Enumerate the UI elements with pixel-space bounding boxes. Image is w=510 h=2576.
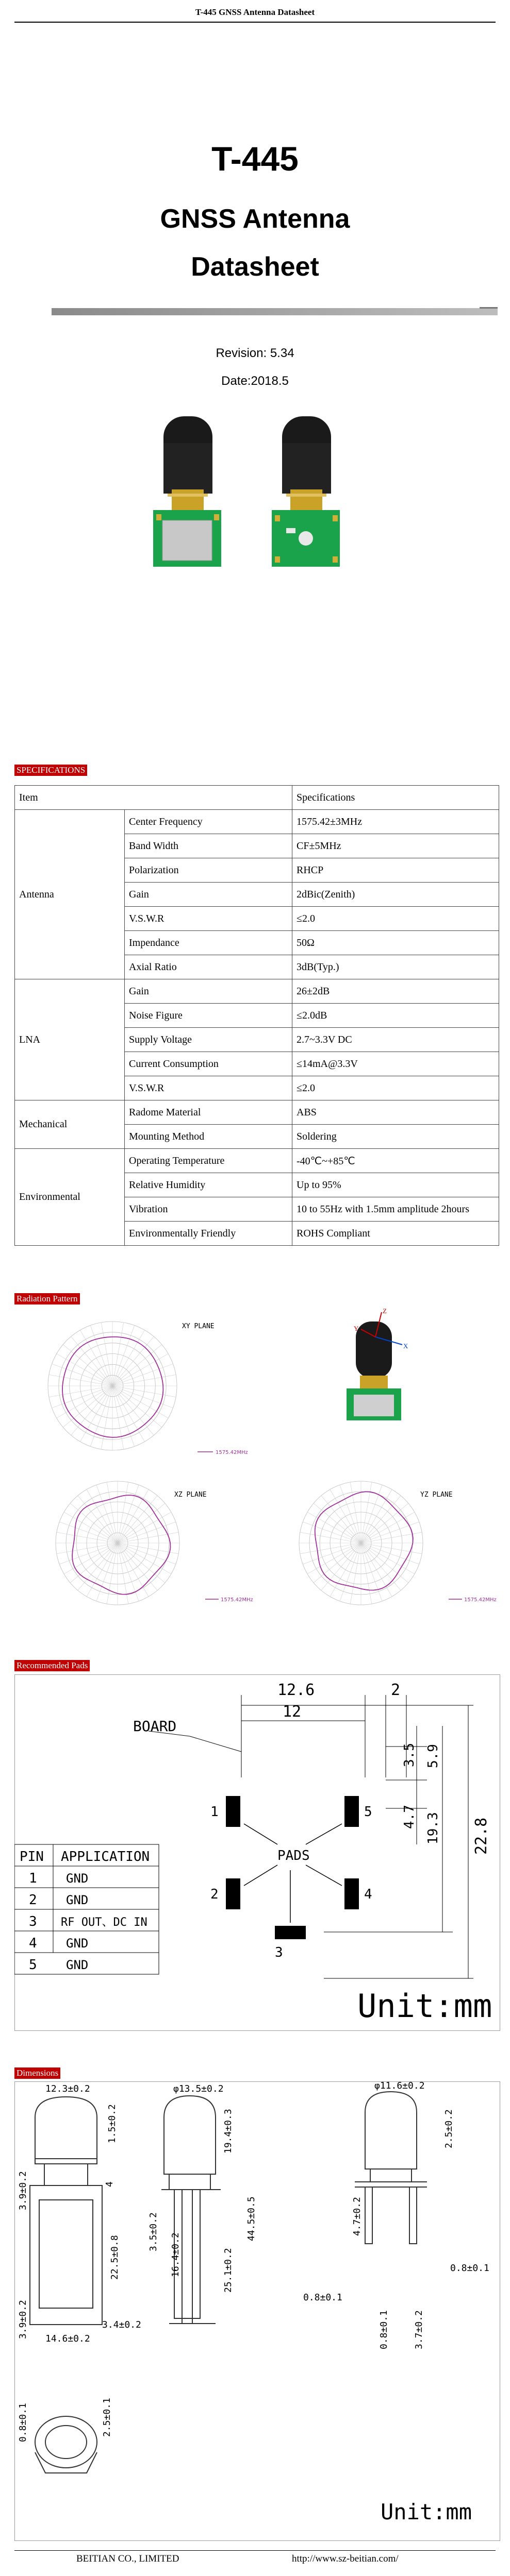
row-value: 10 to 55Hz with 1.5mm amplitude 2hours — [292, 1197, 499, 1222]
pin-application: GND — [66, 1958, 89, 1972]
radiation-pattern-trace — [315, 1492, 413, 1590]
cover-title-model: T-445 — [211, 140, 299, 178]
row-value: ≤2.0 — [292, 1076, 499, 1100]
cover-revision: Revision: 5.34 — [216, 346, 294, 360]
dim-22-8: 22.8 — [472, 1817, 490, 1855]
dimensions-unit-label: Unit:mm — [381, 2499, 472, 2524]
row-value: Soldering — [292, 1125, 499, 1149]
dim-label: 3.7±0.2 — [414, 2310, 424, 2349]
dim-label: 0.8±0.1 — [303, 2292, 342, 2303]
cover-title-datasheet: Datasheet — [191, 252, 319, 282]
row-value: ≤2.0dB — [292, 1004, 499, 1028]
pin-application: RF OUT、DC IN — [61, 1916, 147, 1929]
xz-plane-label: XZ PLANE — [174, 1491, 207, 1499]
axis-z-label: Z — [383, 1307, 387, 1315]
pin-number: 3 — [29, 1914, 37, 1929]
pin-application: GND — [66, 1936, 89, 1951]
table-row — [15, 979, 499, 1004]
cover-title-product: GNSS Antenna — [160, 204, 350, 234]
dim-label: 12.3±0.2 — [45, 2083, 90, 2094]
dim-label: 0.8±0.1 — [379, 2310, 389, 2349]
row-param: Supply Voltage — [125, 1028, 292, 1052]
row-param: Relative Humidity — [125, 1173, 292, 1197]
row-param: Environmentally Friendly — [125, 1222, 292, 1246]
xy-plane-label: XY PLANE — [182, 1323, 215, 1330]
table-header-item: Item — [15, 786, 292, 810]
dim-label: 4 — [104, 2181, 115, 2187]
dim-label: 3.9±0.2 — [18, 2300, 28, 2339]
row-value: ≤2.0 — [292, 907, 499, 931]
row-param: Polarization — [125, 858, 292, 883]
row-value: RHCP — [292, 858, 499, 883]
pad-4-label: 4 — [364, 1887, 372, 1902]
row-value: ABS — [292, 1100, 499, 1125]
antenna-front-view — [153, 416, 221, 567]
xy-legend: 1575.42MHz — [216, 1450, 248, 1455]
yz-legend: 1575.42MHz — [464, 1597, 497, 1603]
dim-label: 3.9±0.2 — [18, 2171, 28, 2210]
pads-drawing — [14, 1674, 499, 2030]
pin-application: GND — [66, 1871, 89, 1886]
cover-date: Date:2018.5 — [221, 374, 289, 388]
table-header-row — [15, 786, 499, 810]
row-param: V.S.W.R — [125, 1076, 292, 1100]
dim-12-6: 12.6 — [277, 1681, 315, 1699]
dim-12: 12 — [283, 1703, 302, 1721]
row-value: Up to 95% — [292, 1173, 499, 1197]
header-divider — [14, 22, 496, 23]
pads-unit-label: Unit:mm — [357, 1987, 492, 2025]
table-row — [15, 810, 499, 834]
row-value: -40℃~+85℃ — [292, 1149, 499, 1173]
row-value: 2.7~3.3V DC — [292, 1028, 499, 1052]
dim-label: φ11.6±0.2 — [374, 2081, 425, 2091]
pin-application: GND — [66, 1893, 89, 1907]
row-value: 50Ω — [292, 931, 499, 955]
cover-divider-tail — [480, 307, 498, 309]
pin-number: 1 — [29, 1871, 37, 1886]
application-header: APPLICATION — [61, 1849, 150, 1865]
antenna-back-view — [272, 416, 340, 567]
row-param: Operating Temperature — [125, 1149, 292, 1173]
row-param: Axial Ratio — [125, 955, 292, 979]
dim-label: 0.8±0.1 — [450, 2263, 489, 2274]
dim-label: 1.5±0.2 — [107, 2104, 118, 2143]
table-header-spec: Specifications — [292, 786, 499, 810]
footer-divider — [14, 2550, 496, 2551]
dim-label: 25.1±0.2 — [223, 2248, 234, 2293]
dim-label: 0.8±0.1 — [18, 2403, 28, 2442]
radiation-yz-plane — [260, 1463, 498, 1618]
dim-label: 19.4±0.3 — [223, 2109, 234, 2154]
axis-y-label: Y — [354, 1325, 359, 1332]
product-photo — [131, 412, 379, 572]
dim-label: 2.5±0.1 — [102, 2398, 112, 2437]
dim-label: 22.5±0.8 — [109, 2235, 120, 2280]
table-row — [15, 1100, 499, 1125]
board-label: BOARD — [133, 1718, 177, 1735]
row-value: 2dBic(Zenith) — [292, 883, 499, 907]
dim-label: 16.4±0.2 — [170, 2232, 181, 2277]
row-value: 3dB(Typ.) — [292, 955, 499, 979]
pad-1-label: 1 — [210, 1804, 219, 1820]
dim-4-7: 4.7 — [402, 1805, 417, 1829]
xz-legend: 1575.42MHz — [221, 1597, 253, 1603]
table-row — [15, 1149, 499, 1173]
section-dimensions: Dimensions — [14, 2067, 60, 2079]
document-header-title: T-445 GNSS Antenna Datasheet — [195, 7, 315, 17]
pin-number: 5 — [29, 1957, 37, 1973]
row-param: Center Frequency — [125, 810, 292, 834]
row-value: 1575.42±3MHz — [292, 810, 499, 834]
pin-number: 4 — [29, 1936, 37, 1951]
row-value: 26±2dB — [292, 979, 499, 1004]
group-lna: LNA — [15, 979, 125, 1100]
group-antenna: Antenna — [15, 810, 125, 979]
radiation-xz-plane — [14, 1463, 257, 1618]
row-param: Gain — [125, 883, 292, 907]
dim-label: φ13.5±0.2 — [173, 2083, 224, 2094]
row-param: Gain — [125, 979, 292, 1004]
group-mechanical: Mechanical — [15, 1100, 125, 1149]
dim-label: 3.5±0.2 — [148, 2212, 159, 2251]
row-param: Current Consumption — [125, 1052, 292, 1076]
radiation-xy-plane — [14, 1309, 257, 1463]
row-param: Noise Figure — [125, 1004, 292, 1028]
dim-19-3: 19.3 — [425, 1812, 441, 1844]
group-environmental: Environmental — [15, 1149, 125, 1246]
section-specifications: SPECIFICATIONS — [14, 765, 87, 776]
row-value: ≤14mA@3.3V — [292, 1052, 499, 1076]
pads-label: PADS — [277, 1848, 310, 1863]
footer-url[interactable]: http://www.sz-beitian.com/ — [292, 2553, 399, 2564]
dim-label: 2.5±0.2 — [443, 2109, 454, 2148]
cover-divider-bar — [52, 308, 498, 315]
dim-label: 3.4±0.2 — [102, 2319, 141, 2330]
axis-x-label: X — [403, 1342, 408, 1350]
pin-header: PIN — [20, 1849, 44, 1865]
row-param: V.S.W.R — [125, 907, 292, 931]
yz-plane-label: YZ PLANE — [420, 1491, 453, 1499]
antenna-axis-photo — [315, 1306, 438, 1425]
dim-label: 4.7±0.2 — [352, 2197, 363, 2236]
row-value: ROHS Compliant — [292, 1222, 499, 1246]
dimensions-drawing — [14, 2081, 499, 2540]
pad-5-label: 5 — [364, 1804, 372, 1820]
row-param: Band Width — [125, 834, 292, 858]
specifications-table — [14, 785, 499, 1246]
dim-3-5: 3.5 — [402, 1743, 417, 1767]
pad-3-label: 3 — [275, 1945, 283, 1960]
dim-label: 14.6±0.2 — [45, 2333, 90, 2344]
dim-5-9: 5.9 — [425, 1744, 441, 1768]
radiation-pattern-trace — [72, 1495, 170, 1595]
row-value: CF±5MHz — [292, 834, 499, 858]
row-param: Impendance — [125, 931, 292, 955]
footer-company: BEITIAN CO., LIMITED — [76, 2553, 179, 2564]
pin-number: 2 — [29, 1892, 37, 1908]
pad-2-label: 2 — [210, 1887, 219, 1902]
dim-2: 2 — [391, 1681, 401, 1699]
dim-label: 44.5±0.5 — [246, 2196, 257, 2241]
row-param: Radome Material — [125, 1100, 292, 1125]
section-radiation-pattern: Radiation Pattern — [14, 1293, 80, 1304]
row-param: Mounting Method — [125, 1125, 292, 1149]
section-recommended-pads: Recommended Pads — [14, 1660, 90, 1671]
row-param: Vibration — [125, 1197, 292, 1222]
